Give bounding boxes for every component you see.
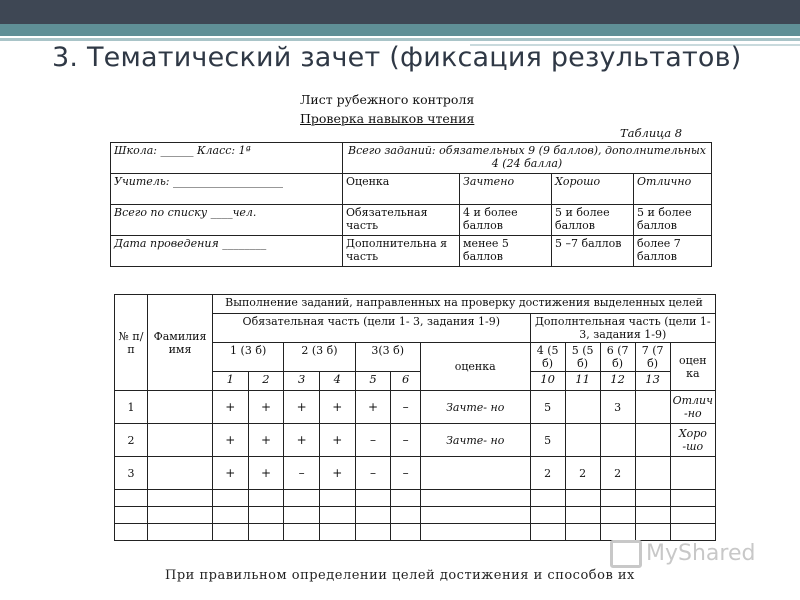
- mand-excellent-cell: 5 и более баллов: [634, 205, 712, 236]
- grade-header: оценка: [420, 343, 530, 391]
- table-number: Таблица 8: [620, 126, 683, 140]
- empty-cell: [420, 507, 530, 524]
- add-grade-header: оцен ка: [670, 343, 715, 391]
- table-row: [115, 391, 716, 424]
- empty-cell: [284, 524, 320, 541]
- empty-cell: [530, 507, 565, 524]
- table-row: [115, 457, 716, 490]
- add-task-5-header: 5 (5 б): [565, 343, 600, 372]
- school-cell: Школа: ______ Класс: 1ª: [111, 143, 343, 174]
- top-dark-bar: [0, 0, 800, 24]
- main-header: Выполнение заданий, направленных на проверку достижения выделенных целей: [213, 295, 716, 314]
- group-1-header: 1 (3 б): [213, 343, 284, 372]
- empty-cell: [600, 490, 635, 507]
- empty-cell: [319, 507, 355, 524]
- add-grade-cell: [670, 457, 715, 490]
- add-task-6-header: 6 (7 б): [600, 343, 635, 372]
- mark-cell: –: [391, 391, 420, 424]
- bottom-cut-text: При правильном определении целей достижения и способов их: [165, 568, 635, 583]
- empty-cell: [420, 490, 530, 507]
- mark-cell: –: [355, 457, 391, 490]
- top-teal-band: [0, 24, 800, 36]
- watermark: [610, 540, 755, 568]
- document-heading: [300, 90, 474, 128]
- empty-cell: [213, 490, 249, 507]
- mark-cell: +: [213, 457, 249, 490]
- tasks-total-cell: Всего заданий: обязательных 9 (9 баллов), дополнительных 4 (24 балла): [343, 143, 712, 174]
- mark-cell: +: [319, 391, 355, 424]
- task-number: 5: [355, 372, 391, 391]
- empty-cell: [530, 524, 565, 541]
- document-title: Лист рубежного контроля: [300, 92, 475, 107]
- task-number: 1: [213, 372, 249, 391]
- row-number: 3: [115, 457, 148, 490]
- add-score-cell: 3: [600, 391, 635, 424]
- mand-good-cell: 5 и более баллов: [552, 205, 634, 236]
- empty-cell: [530, 490, 565, 507]
- add-score-cell: [635, 391, 670, 424]
- add-grade-cell: Отлич -но: [670, 391, 715, 424]
- empty-cell: [115, 524, 148, 541]
- grade-good-cell: Хорошо: [552, 174, 634, 205]
- empty-cell: [635, 507, 670, 524]
- mandatory-part-cell: Обязательная часть: [343, 205, 460, 236]
- empty-cell: [670, 507, 715, 524]
- task-number: 2: [248, 372, 284, 391]
- mark-cell: –: [391, 424, 420, 457]
- add-score-cell: 2: [565, 457, 600, 490]
- group-2-header: 2 (3 б): [284, 343, 355, 372]
- task-number: 12: [600, 372, 635, 391]
- grade-cell: [420, 457, 530, 490]
- mark-cell: +: [319, 457, 355, 490]
- group-3-header: 3(3 б): [355, 343, 420, 372]
- add-task-7-header: 7 (7 б): [635, 343, 670, 372]
- mark-cell: +: [284, 391, 320, 424]
- mark-cell: +: [284, 424, 320, 457]
- info-table: [110, 142, 712, 267]
- mark-cell: –: [355, 424, 391, 457]
- add-score-cell: [565, 391, 600, 424]
- add-grade-cell: Хоро -шо: [670, 424, 715, 457]
- add-score-cell: [635, 457, 670, 490]
- empty-cell: [420, 524, 530, 541]
- mand-pass-cell: 4 и более баллов: [460, 205, 552, 236]
- total-list-cell: Всего по списку ____чел.: [111, 205, 343, 236]
- document-subtitle: Проверка навыков чтения: [300, 111, 475, 126]
- mark-cell: +: [248, 457, 284, 490]
- student-name: [148, 457, 213, 490]
- add-score-cell: [635, 424, 670, 457]
- watermark-text: MyShared: [646, 541, 756, 566]
- mark-cell: –: [391, 457, 420, 490]
- table-row: [115, 507, 716, 524]
- add-excellent-cell: более 7 баллов: [634, 236, 712, 267]
- task-number: 10: [530, 372, 565, 391]
- student-name: [148, 391, 213, 424]
- additional-header: Дополнтельная часть (цели 1- 3, задания 1-9): [530, 314, 715, 343]
- empty-cell: [248, 507, 284, 524]
- watermark-logo-icon: [610, 540, 642, 568]
- mark-cell: +: [248, 424, 284, 457]
- col-no-header: № п/п: [115, 295, 148, 391]
- grade-cell: Зачте- но: [420, 391, 530, 424]
- empty-cell: [391, 490, 420, 507]
- empty-cell: [213, 507, 249, 524]
- add-score-cell: 5: [530, 391, 565, 424]
- student-name: [148, 424, 213, 457]
- task-number: 13: [635, 372, 670, 391]
- empty-cell: [565, 490, 600, 507]
- results-table: [114, 294, 716, 541]
- empty-cell: [391, 524, 420, 541]
- add-pass-cell: менее 5 баллов: [460, 236, 552, 267]
- mark-cell: +: [319, 424, 355, 457]
- empty-cell: [670, 490, 715, 507]
- empty-cell: [115, 507, 148, 524]
- grade-cell: Зачте- но: [420, 424, 530, 457]
- empty-cell: [600, 524, 635, 541]
- empty-cell: [284, 507, 320, 524]
- empty-cell: [213, 524, 249, 541]
- add-score-cell: [600, 424, 635, 457]
- empty-cell: [670, 524, 715, 541]
- empty-cell: [148, 490, 213, 507]
- empty-cell: [148, 524, 213, 541]
- mark-cell: +: [248, 391, 284, 424]
- col-name-header: Фамилия имя: [148, 295, 213, 391]
- empty-cell: [148, 507, 213, 524]
- slide-title: 3. Тематический зачет (фиксация результатов): [52, 42, 742, 73]
- empty-cell: [319, 490, 355, 507]
- task-number: 6: [391, 372, 420, 391]
- table-row: [115, 424, 716, 457]
- add-score-cell: 5: [530, 424, 565, 457]
- add-score-cell: 2: [530, 457, 565, 490]
- mark-cell: –: [284, 457, 320, 490]
- empty-cell: [355, 507, 391, 524]
- empty-cell: [248, 524, 284, 541]
- additional-part-cell: Дополнительна я часть: [343, 236, 460, 267]
- teacher-cell: Учитель: ____________________: [111, 174, 343, 205]
- empty-cell: [248, 490, 284, 507]
- empty-cell: [391, 507, 420, 524]
- empty-cell: [355, 490, 391, 507]
- empty-cell: [284, 490, 320, 507]
- mandatory-header: Обязательная часть (цели 1- 3, задания 1-9): [213, 314, 531, 343]
- empty-cell: [355, 524, 391, 541]
- empty-cell: [635, 524, 670, 541]
- task-number: 11: [565, 372, 600, 391]
- mark-cell: +: [213, 391, 249, 424]
- add-score-cell: [565, 424, 600, 457]
- row-number: 1: [115, 391, 148, 424]
- date-cell: Дата проведения ________: [111, 236, 343, 267]
- mark-cell: +: [355, 391, 391, 424]
- row-number: 2: [115, 424, 148, 457]
- mark-cell: +: [213, 424, 249, 457]
- empty-cell: [600, 507, 635, 524]
- empty-cell: [319, 524, 355, 541]
- add-score-cell: 2: [600, 457, 635, 490]
- empty-cell: [635, 490, 670, 507]
- grade-excellent-cell: Отлично: [634, 174, 712, 205]
- empty-cell: [565, 507, 600, 524]
- grade-pass-cell: Зачтено: [460, 174, 552, 205]
- task-number: 3: [284, 372, 320, 391]
- top-teal-line: [0, 38, 800, 41]
- task-number: 4: [319, 372, 355, 391]
- empty-cell: [115, 490, 148, 507]
- table-row: [115, 524, 716, 541]
- grade-header-cell: Оценка: [343, 174, 460, 205]
- add-task-4-header: 4 (5 б): [530, 343, 565, 372]
- add-good-cell: 5 –7 баллов: [552, 236, 634, 267]
- empty-cell: [565, 524, 600, 541]
- table-row: [115, 490, 716, 507]
